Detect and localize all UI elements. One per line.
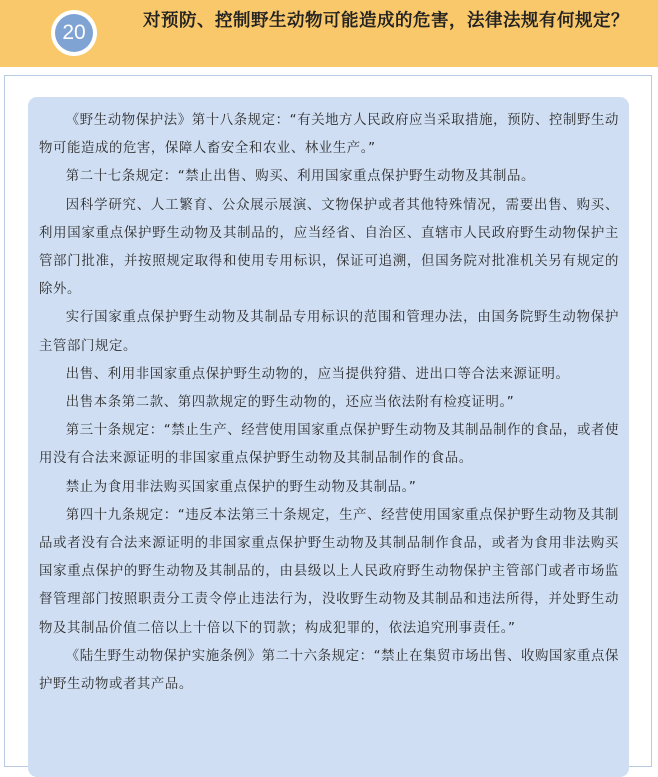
- question-header: [0, 0, 658, 67]
- paragraph: 第三十条规定：“禁止生产、经营使用国家重点保护野生动物及其制品制作的食品，或者使用没有合法来源证明的非国家重点保护野生动物及其制品制作的食品。: [39, 423, 619, 467]
- paragraph: 实行国家重点保护野生动物及其制品专用标识的范围和管理办法，由国务院野生动物保护主管部门规定。: [39, 310, 619, 354]
- paragraph: 禁止为食用非法购买国家重点保护的野生动物及其制品。”: [65, 479, 417, 495]
- paragraph: 《野生动物保护法》第十八条规定：“有关地方人民政府应当采取措施，预防、控制野生动物可能造成的危害，保障人畜安全和农业、林业生产。”: [39, 113, 619, 157]
- paragraph: 第二十七条规定：“禁止出售、购买、利用国家重点保护野生动物及其制品。: [65, 169, 536, 185]
- question-number-badge: [51, 10, 97, 56]
- question-title: 对预防、控制野生动物可能造成的危害，法律法规有何规定？: [143, 11, 629, 31]
- answer-text: [39, 107, 619, 699]
- paragraph: 因科学研究、人工繁育、公众展示展演、文物保护或者其他特殊情况，需要出售、购买、利用国家重点保护野生动物及其制品的，应当经省、自治区、直辖市人民政府野生动物保护主管部门批准，并按照规定取得和使用专用标识，保证可追溯，但国务院对批准机关另有规定的除外。: [39, 197, 619, 298]
- paragraph: 《陆生野生动物保护实施条例》第二十六条规定：“禁止在集贸市场出售、收购国家重点保护野生动物或者其产品。: [39, 648, 619, 693]
- question-number: 20: [55, 14, 93, 52]
- paragraph: 出售、利用非国家重点保护野生动物的，应当提供狩猎、进出口等合法来源证明。: [65, 366, 570, 382]
- paragraph: 出售本条第二款、第四款规定的野生动物的，还应当依法附有检疫证明。”: [65, 395, 515, 411]
- paragraph: 第四十九条规定：“违反本法第三十条规定，生产、经营使用国家重点保护野生动物及其制品或者没有合法来源证明的非国家重点保护野生动物及其制品制作食品，或者为食用非法购买国家重点保护的野生动物及其制品的，由县级以上人民政府野生动物保护主管部门或者市场监督管理部门按照职责分工责令停止违法行为，没收野生动物及其制品和违法所得，并处野生动物及其制品价值二倍以上十倍以下的罚款；构成犯罪的，依法追究刑事责任。”: [39, 507, 619, 636]
